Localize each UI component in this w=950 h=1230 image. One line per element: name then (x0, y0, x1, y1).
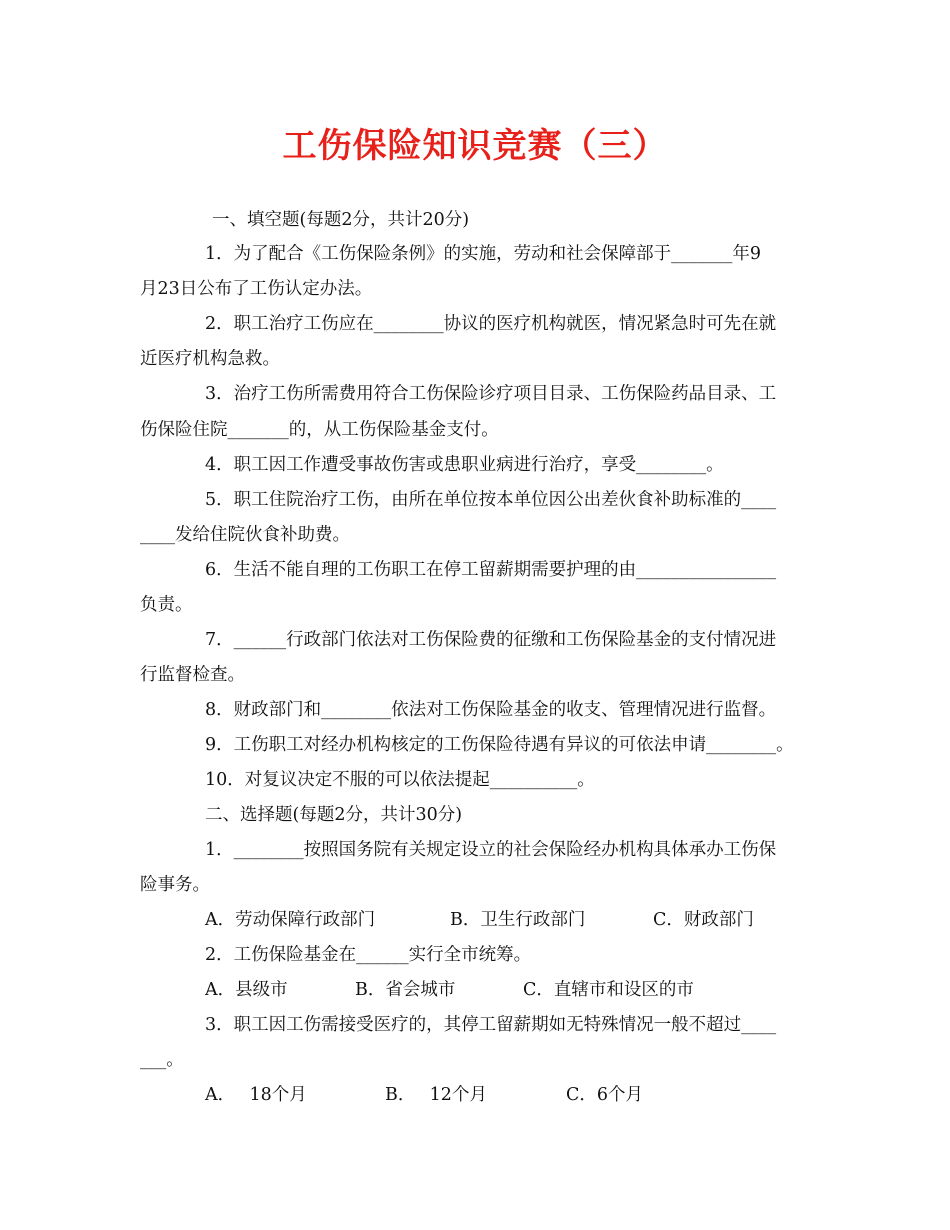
question-line: 2．职工治疗工伤应在________协议的医疗机构就医，情况紧急时可先在就 (205, 314, 777, 334)
question-line: 7．______行政部门依法对工伤保险费的征缴和工伤保险基金的支付情况进 (205, 630, 777, 650)
question-line: ____发给住院伙食补助费。 (140, 525, 350, 545)
document-title: 工伤保险知识竞赛（三） (282, 126, 668, 166)
question-line: 9．工伤职工对经办机构核定的工伤保险待遇有异议的可依法申请________。 (205, 735, 794, 755)
question-line: 行监督检查。 (140, 665, 245, 685)
option-c: C．直辖市和设区的市 (523, 980, 694, 1000)
question-line: 近医疗机构急救。 (140, 349, 280, 369)
option-b: B．卫生行政部门 (450, 910, 586, 930)
option-a: A．县级市 (205, 980, 288, 1000)
option-a: A．劳动保障行政部门 (205, 910, 376, 930)
question-line: 负责。 (140, 595, 193, 615)
question-line: 3．治疗工伤所需费用符合工伤保险诊疗项目目录、工伤保险药品目录、工 (205, 384, 777, 404)
question-line: 险事务。 (140, 875, 210, 895)
question-line: 1．为了配合《工伤保险条例》的实施，劳动和社会保障部于_______年9 (205, 244, 762, 264)
question-line: 1．________按照国务院有关规定设立的社会保险经办机构具体承办工伤保 (205, 840, 777, 860)
question-line: 8．财政部门和________依法对工伤保险基金的收支、管理情况进行监督。 (205, 700, 777, 720)
option-b: B．省会城市 (355, 980, 456, 1000)
question-line: 6．生活不能自理的工伤职工在停工留薪期需要护理的由________________ (205, 560, 777, 580)
question-line: 月23日公布了工伤认定办法。 (140, 279, 373, 299)
section-heading-choice: 二、选择题(每题2分，共计30分) (205, 805, 463, 825)
question-line: ___。 (140, 1050, 184, 1070)
question-line: 5．职工住院治疗工伤，由所在单位按本单位因公出差伙食补助标准的____ (205, 490, 777, 510)
option-c: C．6个月 (566, 1085, 644, 1105)
question-line: 2．工伤保险基金在______实行全市统筹。 (205, 945, 532, 965)
question-line: 10．对复议决定不服的可以依法提起__________。 (205, 770, 595, 790)
option-b: B． 12个月 (385, 1085, 487, 1105)
option-a: A． 18个月 (205, 1085, 307, 1105)
question-line: 3．职工因工伤需接受医疗的，其停工留薪期如无特殊情况一般不超过____ (205, 1015, 777, 1035)
section-heading-fill-in: 一、填空题(每题2分，共计20分) (212, 210, 470, 230)
question-line: 伤保险住院_______的，从工伤保险基金支付。 (140, 420, 499, 440)
option-c: C．财政部门 (653, 910, 754, 930)
question-line: 4．职工因工作遭受事故伤害或患职业病进行治疗，享受________。 (205, 455, 724, 475)
